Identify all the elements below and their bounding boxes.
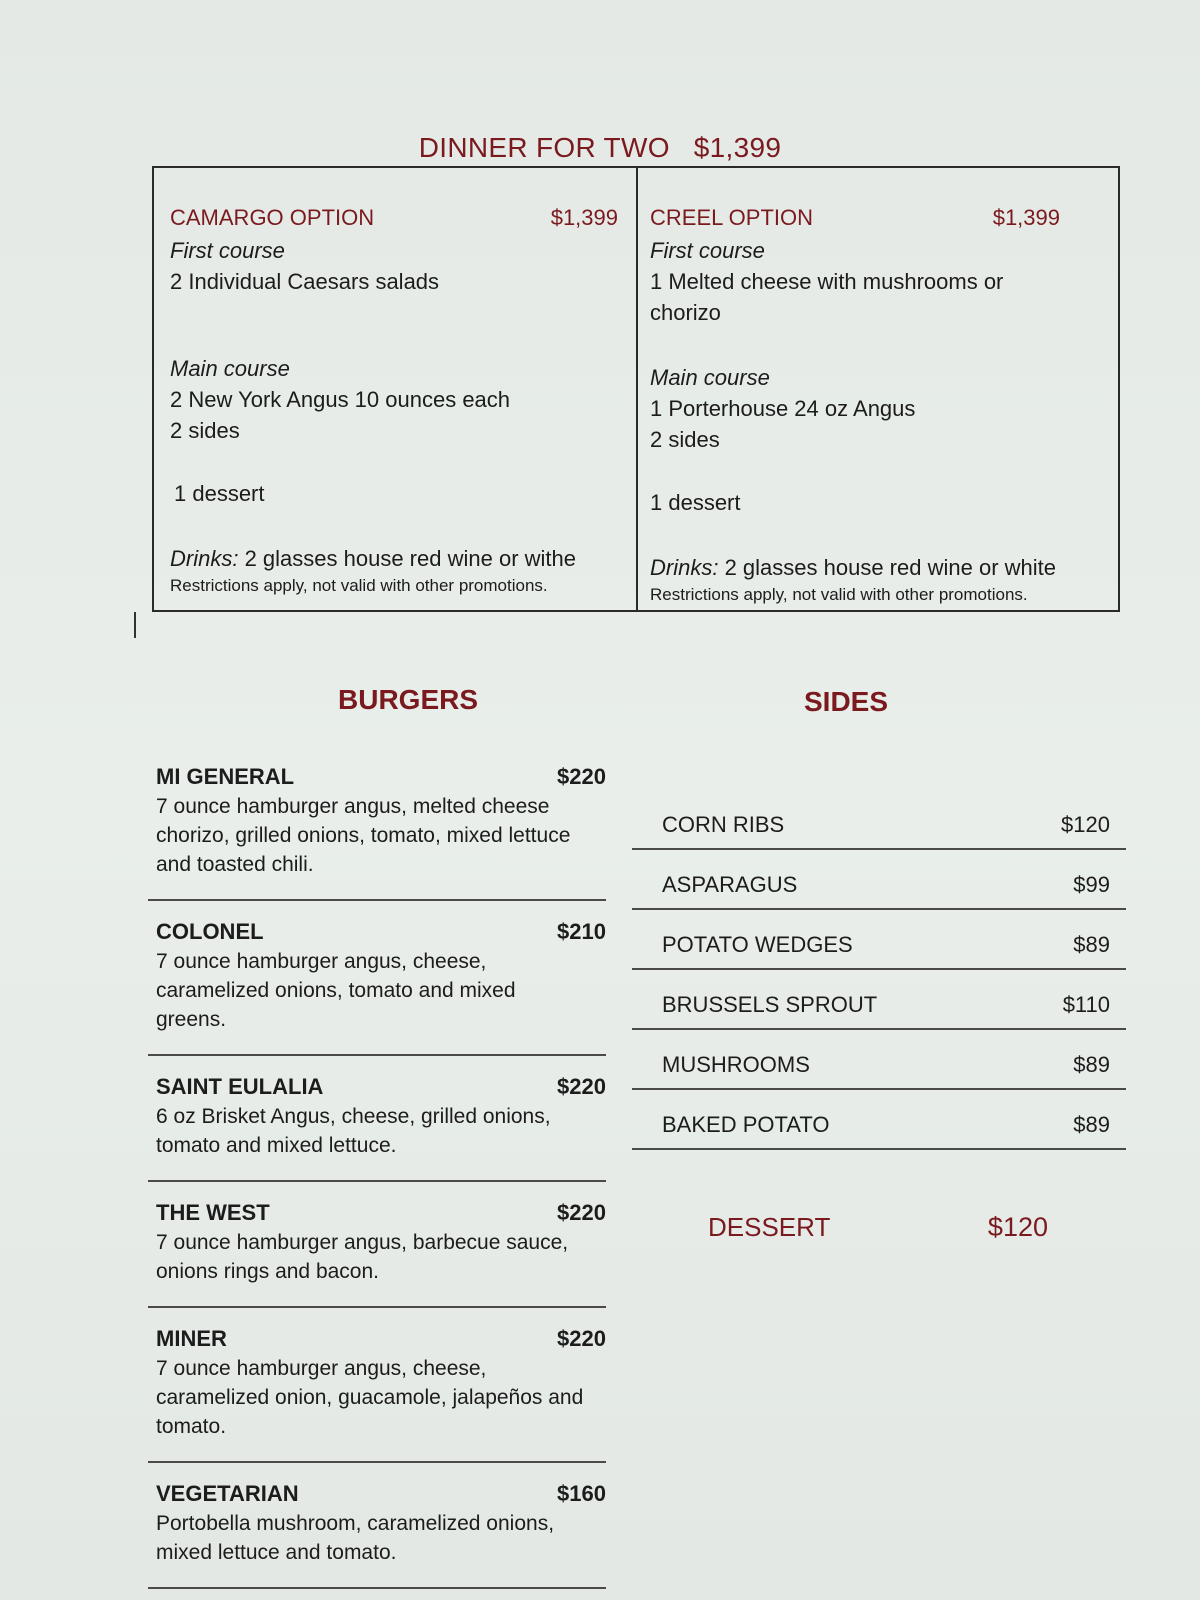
side-price: $89	[1073, 932, 1110, 957]
burger-description: 6 oz Brisket Angus, cheese, grilled onions, tomato and mixed lettuce.	[156, 1105, 551, 1157]
option-name: CREEL OPTION	[650, 205, 813, 230]
dessert-price: $120	[987, 1212, 1048, 1242]
dessert-label: DESSERT	[708, 1212, 831, 1242]
side-item	[632, 980, 1126, 1018]
side-item	[632, 800, 1126, 838]
divider	[148, 1054, 606, 1056]
drinks-text: 2 glasses house red wine or withe	[244, 546, 576, 571]
side-name: BAKED POTATO	[662, 1112, 830, 1137]
drinks-line	[650, 552, 1100, 583]
main-course-label: Main course	[170, 356, 290, 381]
burger-price: $220	[557, 764, 606, 789]
burgers-heading: BURGERS	[338, 684, 479, 715]
main-course-item: 2 sides	[170, 418, 240, 443]
restrictions-note: Restrictions apply, not valid with other promotions.	[170, 576, 548, 595]
restrictions-note: Restrictions apply, not valid with other promotions.	[650, 585, 1028, 604]
side-price: $120	[1061, 812, 1110, 837]
side-name: MUSHROOMS	[662, 1052, 810, 1077]
side-price: $110	[1062, 992, 1110, 1017]
side-price: $99	[1073, 872, 1110, 897]
burger-item	[138, 917, 628, 1056]
divider	[632, 1088, 1126, 1090]
side-item	[632, 1040, 1126, 1078]
option-price: $1,399	[992, 205, 1060, 230]
burger-item	[138, 1072, 628, 1182]
first-course-label: First course	[650, 238, 765, 263]
burger-item	[138, 762, 628, 901]
divider	[632, 1028, 1126, 1030]
main-course-item: 2 sides	[650, 427, 720, 452]
burger-description: 7 ounce hamburger angus, cheese, caramelized onions, tomato and mixed greens.	[156, 950, 516, 1031]
divider	[148, 1461, 606, 1463]
burger-item	[138, 1198, 628, 1308]
side-price: $89	[1073, 1112, 1110, 1137]
divider	[148, 899, 606, 901]
burger-price: $220	[557, 1326, 606, 1351]
pen-mark	[134, 612, 136, 638]
sides-list	[632, 800, 1126, 1160]
divider	[148, 1587, 606, 1589]
burger-name: MI GENERAL	[156, 764, 295, 789]
burger-item	[138, 1324, 628, 1463]
divider	[148, 1306, 606, 1308]
burger-description: Portobella mushroom, caramelized onions, mixed lettuce and tomato.	[156, 1512, 555, 1564]
option-camargo	[154, 168, 636, 610]
drinks-label: Drinks:	[650, 555, 719, 580]
first-course-label: First course	[170, 238, 285, 263]
dinner-options-box	[152, 166, 1120, 612]
option-creel	[636, 168, 1118, 610]
burger-description: 7 ounce hamburger angus, cheese, caramelized onion, guacamole, jalapeños and tomato.	[156, 1357, 584, 1438]
side-name: ASPARAGUS	[662, 872, 798, 897]
main-course-item: 2 New York Angus 10 ounces each	[170, 387, 511, 412]
side-price: $89	[1073, 1052, 1110, 1077]
burger-name: COLONEL	[156, 919, 264, 944]
burger-name: SAINT EULALIA	[156, 1074, 324, 1099]
divider	[148, 1180, 606, 1182]
burger-price: $220	[557, 1200, 606, 1225]
side-item	[632, 860, 1126, 898]
dessert-line	[708, 1212, 1048, 1243]
drinks-line	[170, 543, 618, 574]
main-course-item: 1 Porterhouse 24 oz Angus	[650, 396, 916, 421]
dessert-item: 1 dessert	[174, 481, 265, 506]
burger-name: THE WEST	[156, 1200, 270, 1225]
dessert-item: 1 dessert	[650, 490, 741, 515]
option-name: CAMARGO OPTION	[170, 205, 375, 230]
side-item	[632, 1100, 1126, 1138]
sides-heading: SIDES	[804, 686, 889, 717]
divider	[632, 1148, 1126, 1150]
burger-description: 7 ounce hamburger angus, barbecue sauce, onions rings and bacon.	[156, 1231, 569, 1283]
burgers-list	[138, 762, 628, 1600]
first-course-item: 2 Individual Caesars salads	[170, 269, 440, 294]
burger-name: VEGETARIAN	[156, 1481, 299, 1506]
main-course-label: Main course	[650, 365, 770, 390]
burger-price: $160	[557, 1481, 606, 1506]
dinner-title-text: DINNER FOR TWO	[418, 132, 670, 163]
drinks-text: 2 glasses house red wine or white	[724, 555, 1056, 580]
drinks-label: Drinks:	[170, 546, 239, 571]
first-course-item: 1 Melted cheese with mushrooms or chorizo	[650, 269, 1004, 325]
burger-name: MINER	[156, 1326, 227, 1351]
side-item	[632, 920, 1126, 958]
burger-item	[138, 1479, 628, 1589]
divider	[632, 968, 1126, 970]
side-name: CORN RIBS	[662, 812, 785, 837]
burger-price: $210	[557, 919, 606, 944]
option-price: $1,399	[550, 205, 618, 230]
side-name: BRUSSELS SPROUT	[662, 992, 878, 1017]
side-name: POTATO WEDGES	[662, 932, 853, 957]
divider	[632, 908, 1126, 910]
burger-price: $220	[557, 1074, 606, 1099]
dinner-title-price: $1,399	[693, 132, 782, 163]
burger-description: 7 ounce hamburger angus, melted cheese chorizo, grilled onions, tomato, mixed lettuce and toasted chili.	[156, 795, 571, 876]
dinner-title	[0, 132, 1200, 164]
divider	[632, 848, 1126, 850]
